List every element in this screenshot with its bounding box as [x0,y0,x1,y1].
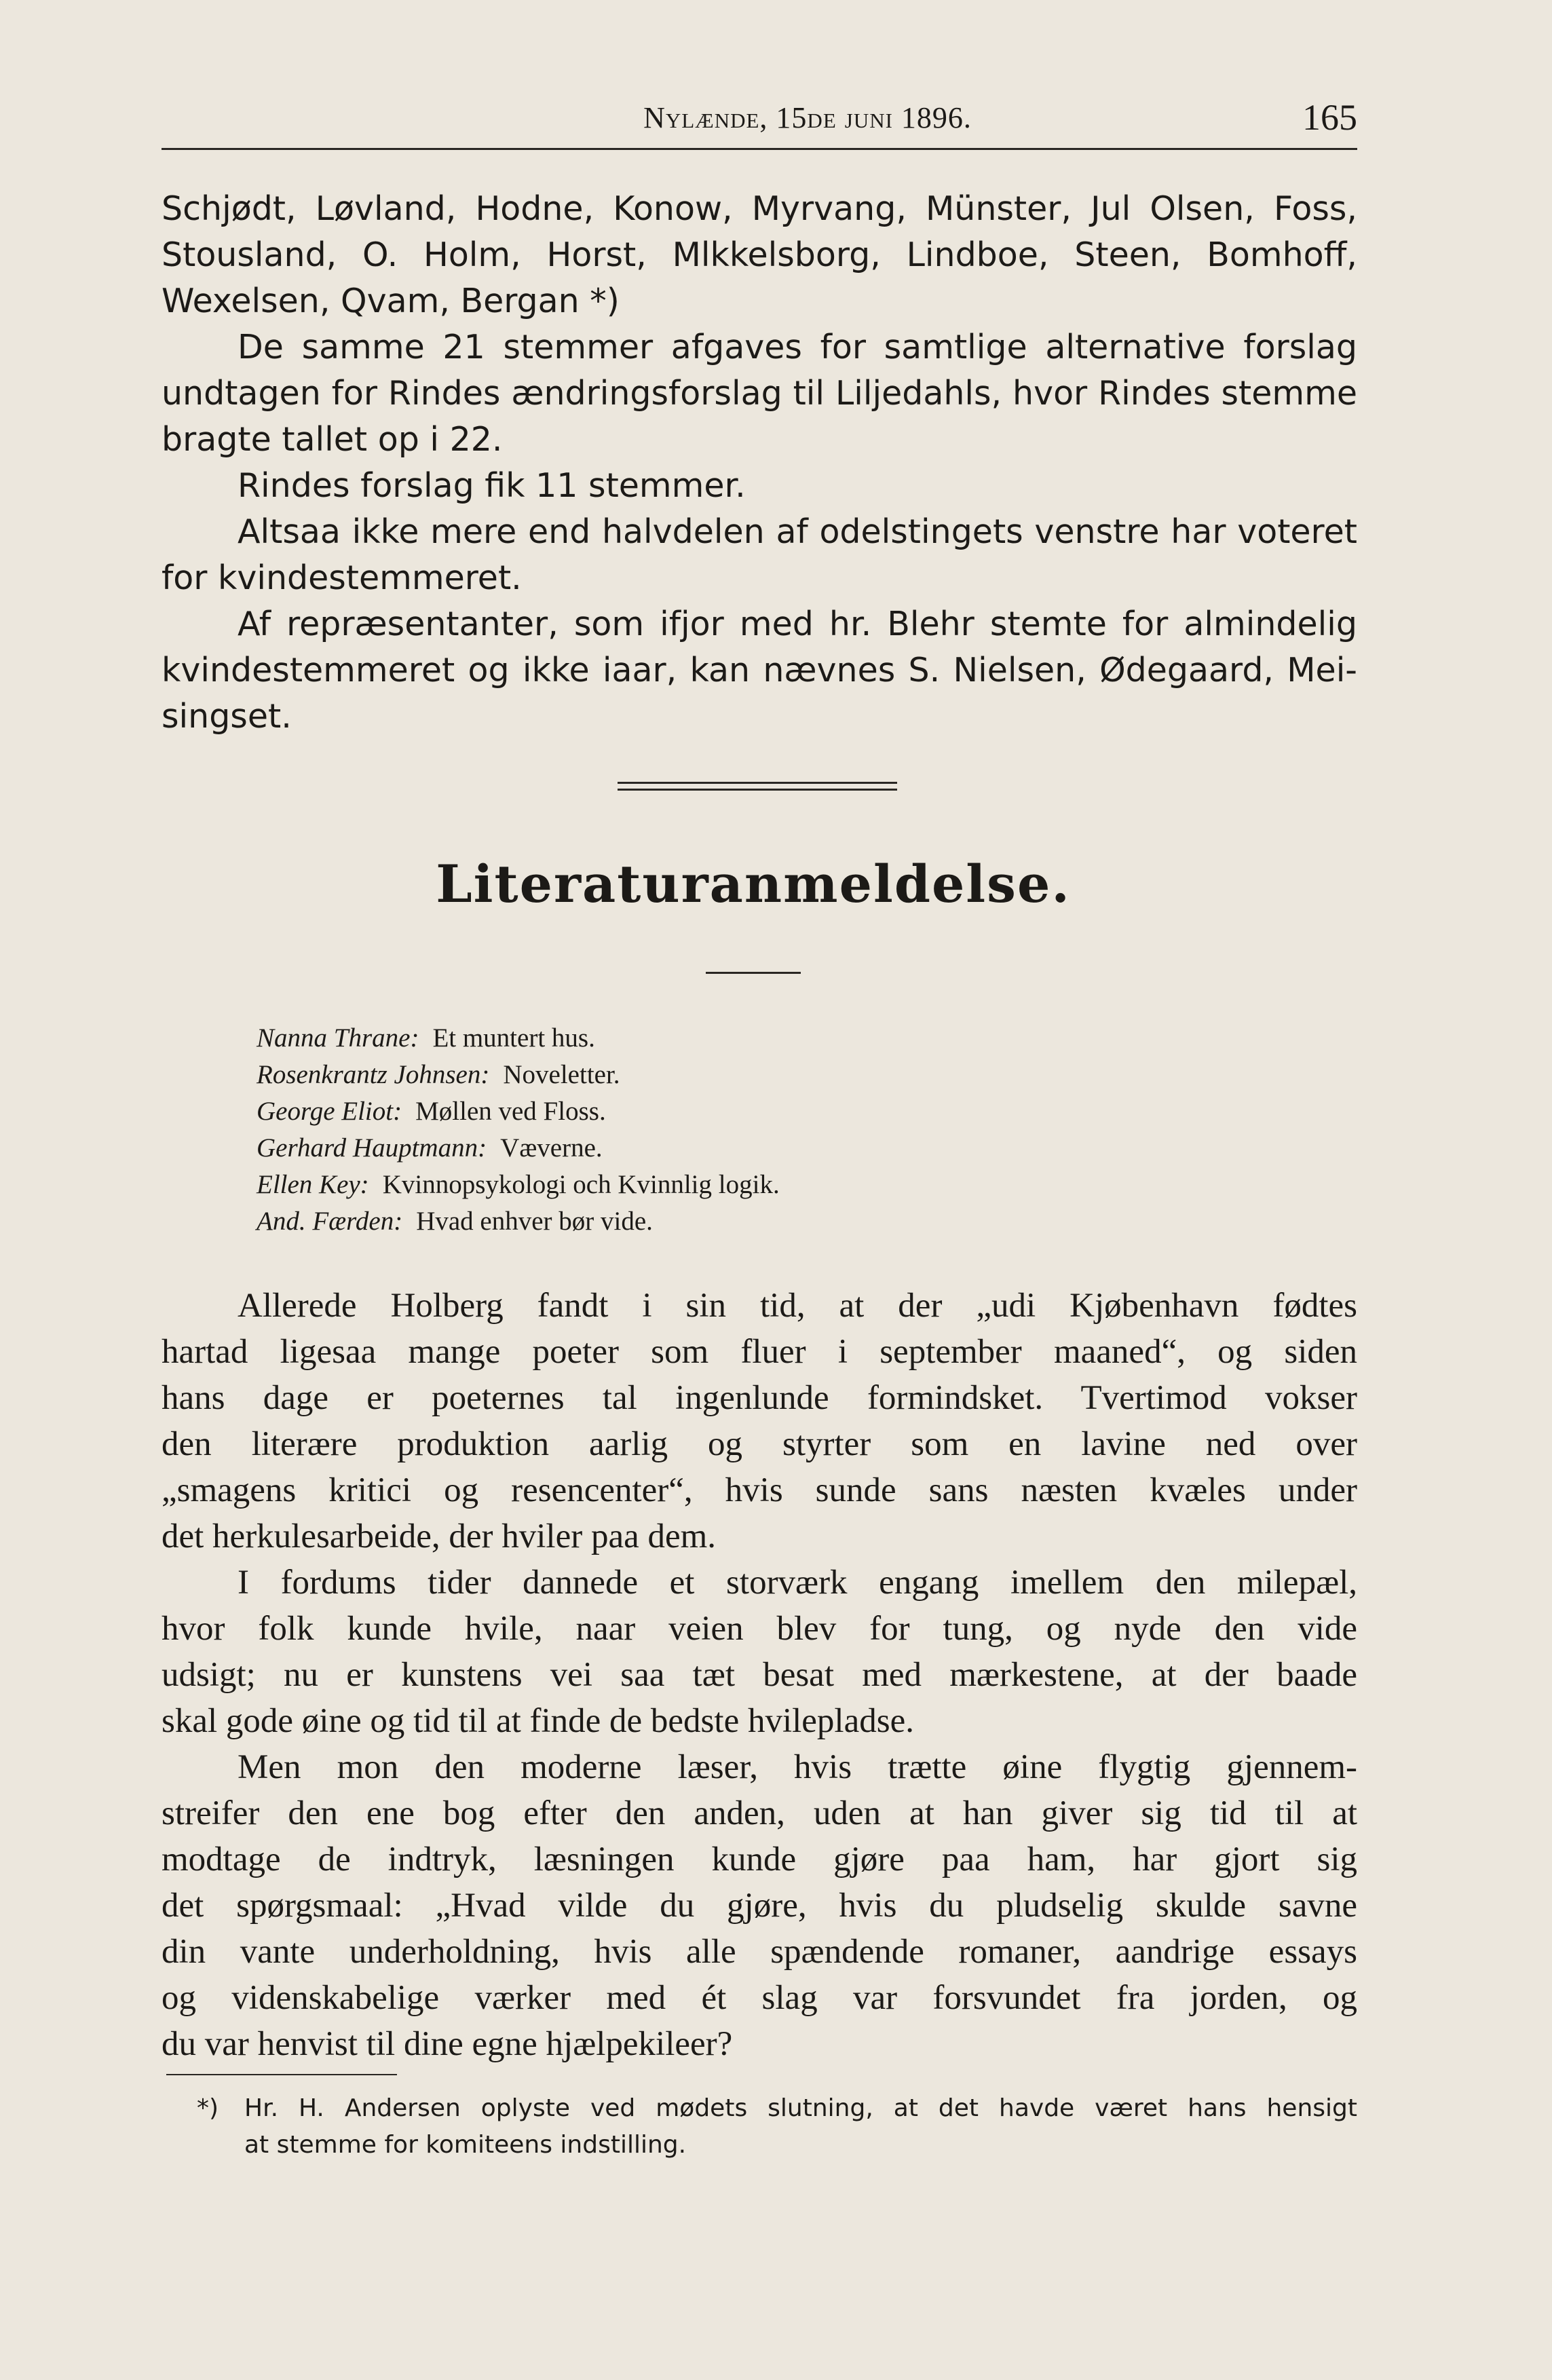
text-line: det herkulesarbeide, der hviler paa dem. [162,1517,717,1555]
review-title: Hvad enhver bør vide. [416,1207,653,1236]
footnote-marker: *) [197,2094,219,2122]
header-rule [162,148,1357,150]
text-line: streifer den ene bog efter den anden, uden at han giver sig tid til at [162,1794,1357,1832]
text-line: det spørgsmaal: „Hvad vilde du gjøre, hvis du pludselig skulde savne [162,1887,1357,1925]
text-line: og videnskabelige værker med ét slag var forsvundet fra jorden, og [162,1979,1357,2017]
text-line: for kvindestemmeret. [162,559,522,597]
footnote-line: Hr. H. Andersen oplyste ved mødets slutning, at det havde været hans hensigt [244,2094,1357,2122]
review-title: Et muntert hus. [432,1023,595,1053]
review-author: And. Færden: [257,1207,403,1236]
title-underline-rule [706,972,801,974]
text-line: kvindestemmeret og ikke iaar, kan nævnes S. Nielsen, Ødegaard, Mei- [162,651,1357,690]
section-divider-rule [618,782,897,784]
running-head: Nylænde, 15de juni 1896. [643,101,972,134]
reviewed-work [257,1095,606,1128]
text-line: hans dage er poeternes tal ingenlunde formindsket. Tvertimod vokser [162,1379,1357,1417]
text-line: hartad ligesaa mange poeter som fluer i september maaned“, og siden [162,1333,1357,1371]
page-number: 165 [1302,97,1357,138]
footnote-line: at stemme for komiteens indstilling. [244,2131,687,2159]
text-line: I fordums tider dannede et storværk engang imellem den milepæl, [238,1564,1357,1602]
text-line: singset. [162,697,292,736]
text-line: Af repræsentanter, som ifjor med hr. Blehr stemte for almindelig [238,605,1357,643]
text-line: Rindes forslag fik 11 stemmer. [238,466,746,505]
text-line: Schjødt, Løvland, Hodne, Konow, Myrvang, Münster, Jul Olsen, Foss, [162,189,1357,228]
section-divider-rule [618,789,897,791]
text-line: du var henvist til dine egne hjælpekileer? [162,2025,733,2063]
review-title: Møllen ved Floss. [415,1097,606,1126]
text-line: skal gode øine og tid til at finde de bedste hvilepladse. [162,1702,914,1740]
footnote-rule [166,2074,397,2075]
text-line: Altsaa ikke mere end halvdelen af odelstingets venstre har voteret [238,512,1357,551]
review-author: Nanna Thrane: [257,1023,419,1053]
review-author: Gerhard Hauptmann: [257,1133,487,1163]
reviewed-work [257,1022,595,1055]
review-title: Væverne. [500,1133,603,1163]
text-line: Wexelsen, Qvam, Bergan *) [162,282,620,320]
text-line: De samme 21 stemmer afgaves for samtlige alternative forslag [238,328,1357,366]
reviewed-work [257,1059,620,1091]
text-line: modtage de indtryk, læsningen kunde gjøre paa ham, har gjort sig [162,1840,1357,1878]
text-line: Allerede Holberg fandt i sin tid, at der „udi Kjøbenhavn fødtes [238,1287,1357,1325]
review-title: Kvinnopsykologi och Kvinnlig logik. [382,1170,780,1199]
text-line: undtagen for Rindes ændringsforslag til Liljedahls, hvor Rindes stemme [162,374,1357,413]
review-author: Ellen Key: [257,1170,369,1199]
reviewed-work [257,1132,603,1165]
text-line: udsigt; nu er kunstens vei saa tæt besat med mærkestene, at der baade [162,1656,1357,1694]
text-line: din vante underholdning, hvis alle spændende romaner, aandrige essays [162,1933,1357,1971]
reviewed-work [257,1169,780,1201]
reviewed-work [257,1205,653,1238]
text-line: bragte tallet op i 22. [162,420,503,459]
text-line: den literære produktion aarlig og styrter som en lavine ned over [162,1425,1357,1463]
review-title: Noveletter. [503,1060,620,1089]
text-line: hvor folk kunde hvile, naar veien blev for tung, og nyde den vide [162,1610,1357,1648]
text-line: „smagens kritici og resencenter“, hvis sunde sans næsten kvæles under [162,1471,1357,1509]
section-title: Literaturanmeldelse. [436,854,1071,914]
review-author: Rosenkrantz Johnsen: [257,1060,490,1089]
review-author: George Eliot: [257,1097,402,1126]
text-line: Men mon den moderne læser, hvis trætte øine flygtig gjennem- [238,1748,1357,1786]
text-line: Stousland, O. Holm, Horst, Mlkkelsborg, Lindboe, Steen, Bomhoff, [162,235,1357,274]
